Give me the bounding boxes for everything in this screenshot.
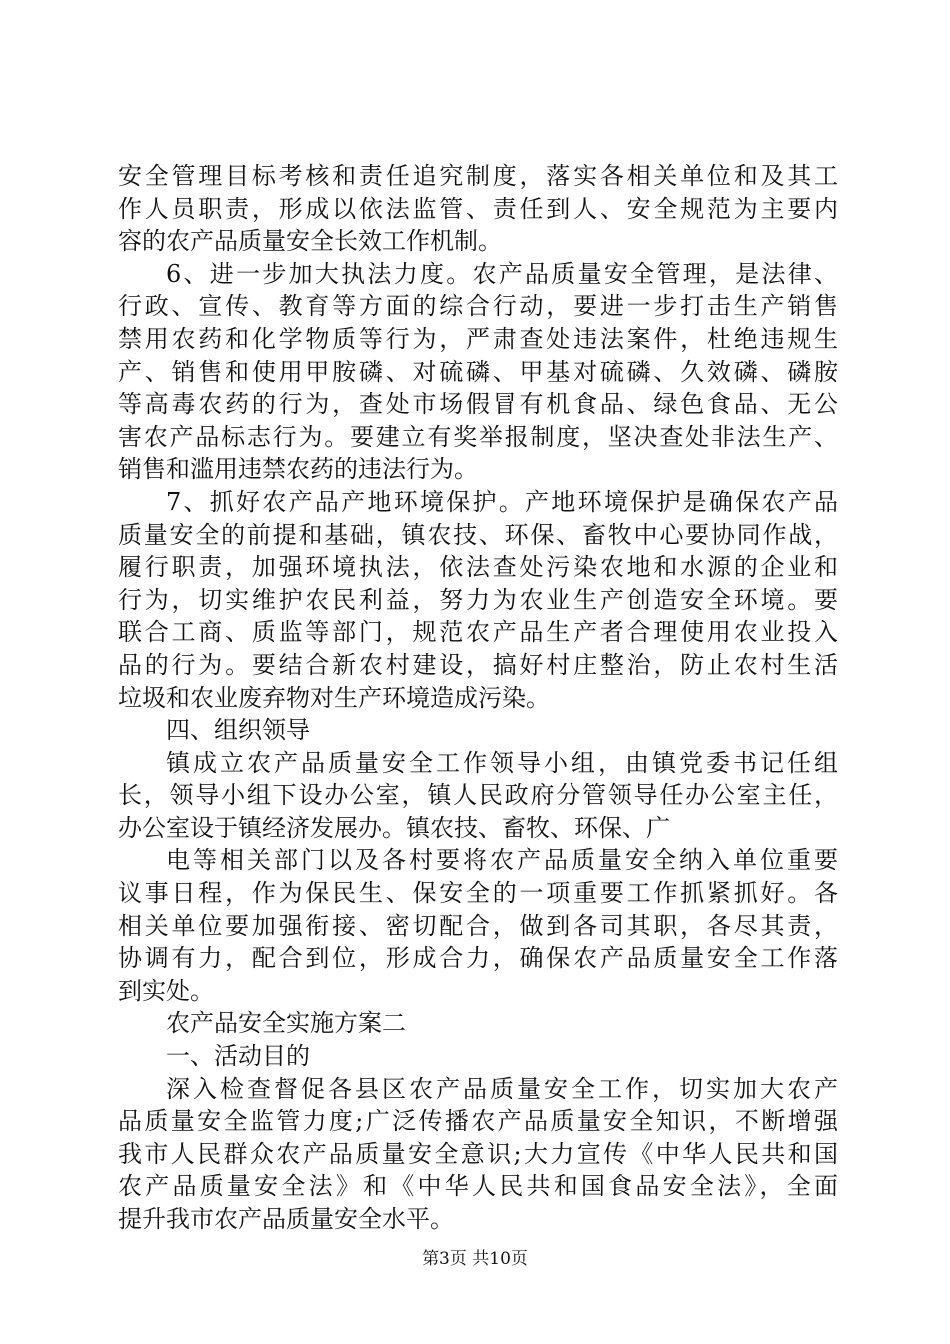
text-line: 禁用农药和化学物质等行为，严肃查处违法案件，杜绝违规生 xyxy=(118,324,838,353)
text-line: 品的行为。要结合新农村建设，搞好村庄整治，防止农村生活 xyxy=(118,650,838,679)
text-line: 等高毒农药的行为，查处市场假冒有机食品、绿色食品、无公 xyxy=(118,390,838,419)
text-line: 镇成立农产品质量安全工作领导小组，由镇党委书记任组 xyxy=(166,748,838,777)
text-line: 我市人民群众农产品质量安全意识;大力宣传《中华人民共和国 xyxy=(118,1139,838,1168)
text-line: 农产品安全实施方案二 xyxy=(166,1009,406,1038)
text-line: 容的农产品质量安全长效工作机制。 xyxy=(118,227,502,256)
text-line: 一、活动目的 xyxy=(166,1042,310,1071)
text-line: 电等相关部门以及各村要将农产品质量安全纳入单位重要 xyxy=(166,846,838,875)
text-line: 到实处。 xyxy=(118,976,214,1005)
text-line: 提升我市农产品质量安全水平。 xyxy=(118,1205,454,1233)
text-line: 履行职责，加强环境执法，依法查处污染农地和水源的企业和 xyxy=(118,553,838,582)
text-line: 销售和滥用违禁农药的违法行为。 xyxy=(118,455,478,484)
text-line: 垃圾和农业废弃物对生产环境造成污染。 xyxy=(118,683,550,712)
text-line: 产、销售和使用甲胺磷、对硫磷、甲基对硫磷、久效磷、磷胺 xyxy=(118,357,838,386)
text-line: 长，领导小组下设办公室，镇人民政府分管领导任办公室主任， xyxy=(118,781,838,810)
text-line: 质量安全的前提和基础，镇农技、环保、畜牧中心要协同作战， xyxy=(118,520,838,549)
text-line: 7、抓好农产品产地环境保护。产地环境保护是确保农产品 xyxy=(166,487,838,516)
text-line: 行为，切实维护农民利益，努力为农业生产创造安全环境。要 xyxy=(118,585,838,614)
text-line: 办公室设于镇经济发展办。镇农技、畜牧、环保、广 xyxy=(118,813,670,842)
text-line: 6、进一步加大执法力度。农产品质量安全管理，是法律、 xyxy=(166,259,838,288)
text-line: 相关单位要加强衔接、密切配合，做到各司其职，各尽其责， xyxy=(118,911,838,940)
text-line: 深入检查督促各县区农产品质量安全工作，切实加大农产 xyxy=(166,1074,838,1103)
text-line: 联合工商、质监等部门，规范农产品生产者合理使用农业投入 xyxy=(118,618,838,647)
text-line: 作人员职责，形成以依法监管、责任到人、安全规范为主要内 xyxy=(118,194,838,223)
text-line: 协调有力，配合到位，形成合力，确保农产品质量安全工作落 xyxy=(118,944,838,973)
text-line: 农产品质量安全法》和《中华人民共和国食品安全法》，全面 xyxy=(118,1172,838,1201)
page-footer: 第3页 共10页 xyxy=(422,1249,528,1269)
text-line: 安全管理目标考核和责任追究制度，落实各相关单位和及其工 xyxy=(118,162,838,190)
text-line: 行政、宣传、教育等方面的综合行动，要进一步打击生产销售 xyxy=(118,292,838,321)
text-line: 议事日程，作为保民生、保安全的一项重要工作抓紧抓好。各 xyxy=(118,879,838,908)
text-line: 品质量安全监管力度;广泛传播农产品质量安全知识，不断增强 xyxy=(118,1107,838,1136)
document-body xyxy=(118,160,838,1236)
text-line: 害农产品标志行为。要建立有奖举报制度，坚决查处非法生产、 xyxy=(118,422,838,451)
text-line: 四、组织领导 xyxy=(166,716,310,745)
